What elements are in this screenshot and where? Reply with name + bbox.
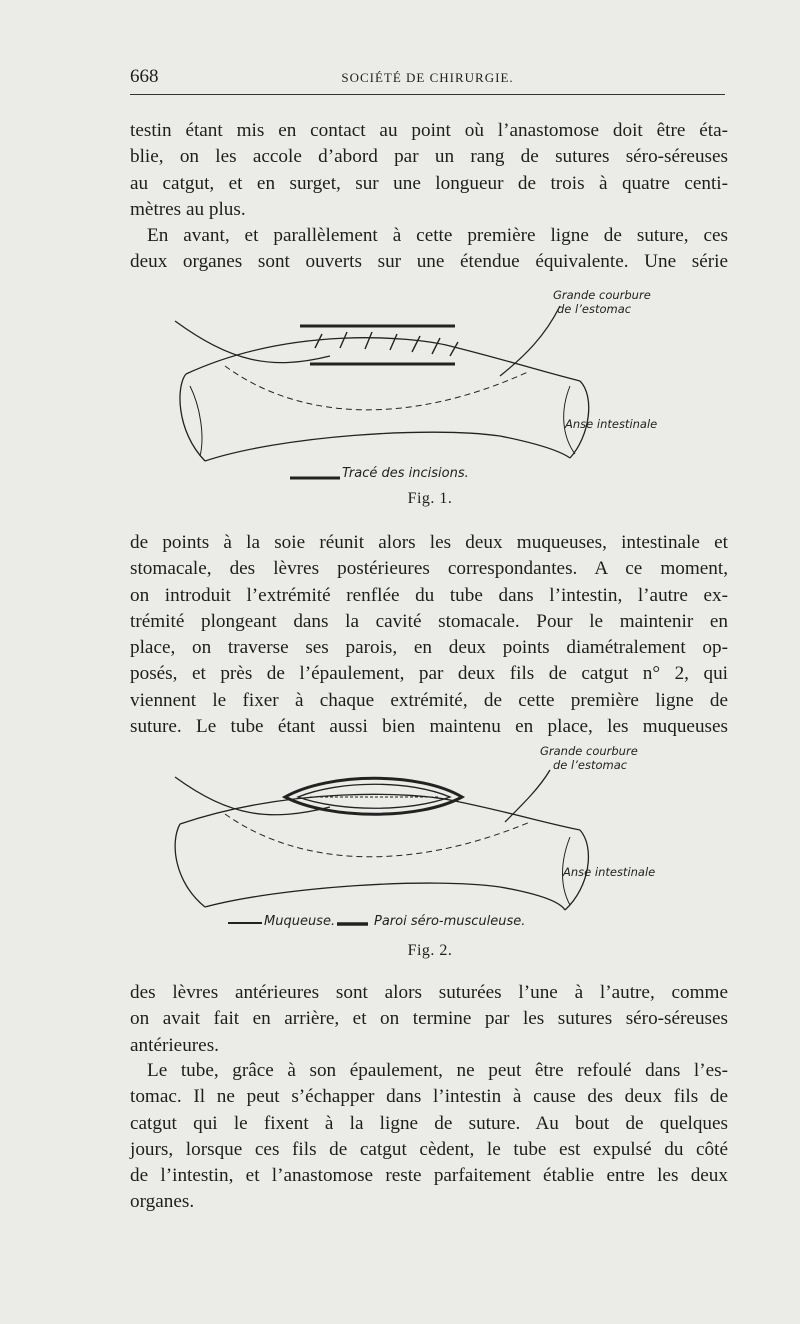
text-line: testin étant mis en contact au point où l’anastomose doit être éta- [130,120,728,141]
figure-2-caption: Fig. 2. [407,942,453,959]
text-line: on introduit l’extrémité renflée du tube dans l’intestin, l’autre ex- [130,584,728,606]
text-line: catgut qui le fixent à la ligne de suture. Au bout de quelques [130,1112,728,1134]
text-line: mètres au plus. [130,198,246,220]
running-head: SOCIÉTÉ DE CHIRURGIE. [341,70,514,85]
figure-2 [150,742,710,972]
page-header [130,64,725,95]
figure-1-caption: Fig. 1. [407,490,453,507]
fig1-label-intestine: Anse intestinale [565,417,658,431]
text-line: suture. Le tube étant aussi bien maintenu en place, les muqueuses [130,716,728,738]
text-line: Le tube, grâce à son épaulement, ne peut être refoulé dans l’es- [147,1060,728,1081]
text-line: viennent le fixer à chaque extrémité, de cette première ligne de [130,689,728,711]
paragraph-4 [130,980,728,1059]
text-line: antérieures. [130,1034,219,1056]
text-line: on avait fait en arrière, et on termine par les sutures séro-séreuses [130,1008,728,1030]
figure-2-drawing [150,742,710,942]
text-line: stomacale, des lèvres postérieures correspondantes. A ce moment, [130,558,728,580]
text-line: blie, on les accole d’abord par un rang de sutures séro-séreuses [130,146,728,168]
paragraph-5 [130,1058,728,1216]
fig1-label-stomach-1: Grande courbure [553,288,651,302]
text-line: de points à la soie réunit alors les deux muqueuses, intestinale et [130,532,728,553]
fig2-legend-wall: Paroi séro-musculeuse. [374,914,526,929]
text-line: au catgut, et en surget, sur une longueur de trois à quatre centi- [130,172,728,194]
fig2-label-intestine: Anse intestinale [563,865,656,879]
fig2-label-stomach-1: Grande courbure [540,744,638,758]
text-line: de l’intestin, et l’anastomose reste parfaitement établie entre les deux [130,1165,728,1187]
paragraph-3 [130,530,728,740]
paragraph-2 [130,223,728,276]
text-line: En avant, et parallèlement à cette première ligne de suture, ces [147,225,728,246]
text-line: tomac. Il ne peut s’échapper dans l’intestin à cause des deux fils de [130,1086,728,1108]
figure-1-drawing [150,286,710,486]
figure-1 [150,286,710,516]
paragraph-1 [130,118,728,223]
text-line: posés, et près de l’épaulement, par deux fils de catgut n° 2, qui [130,663,728,685]
fig1-label-stomach-2: de l’estomac [557,302,632,316]
text-line: des lèvres antérieures sont alors suturées l’une à l’autre, comme [130,982,728,1003]
page-number: 668 [130,66,159,87]
text-line: jours, lorsque ces fils de catgut cèdent, le tube est expulsé du côté [130,1138,728,1160]
text-line: trémité plongeant dans la cavité stomacale. Pour le maintenir en [130,610,728,632]
text-line: deux organes sont ouverts sur une étendue équivalente. Une série [130,251,728,273]
fig2-legend-mucosa: Muqueuse. [264,914,336,929]
fig1-legend-incisions: Tracé des incisions. [342,466,469,481]
fig2-label-stomach-2: de l’estomac [553,758,628,772]
text-line: place, on traverse ses parois, en deux points diamétralement op- [130,637,728,659]
text-line: organes. [130,1191,195,1213]
